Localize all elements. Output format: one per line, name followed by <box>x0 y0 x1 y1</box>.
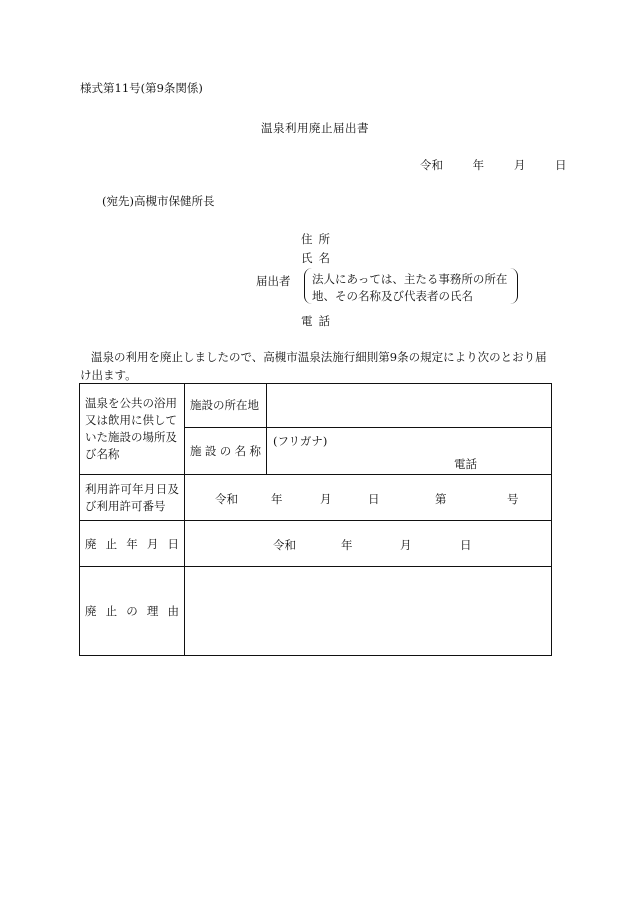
permit-number-suffix: 号 <box>507 492 519 506</box>
abolish-date-input-cell[interactable] <box>185 521 552 567</box>
abolish-date-label-cell: 廃止年月日 <box>80 521 185 567</box>
table-row <box>80 384 552 428</box>
location-input-cell[interactable] <box>267 384 552 428</box>
name-input-cell[interactable] <box>267 428 552 475</box>
corporate-note: 法人にあっては、主たる事務所の所在地、その名称及び代表者の氏名 <box>312 272 508 303</box>
addressee: (宛先)高槻市保健所長 <box>102 194 215 208</box>
permit-input-cell[interactable] <box>185 475 552 521</box>
permit-year: 年 <box>271 492 283 506</box>
facility-phone-label: 電話 <box>454 457 477 471</box>
table-row <box>80 567 552 656</box>
location-label-cell: 施設の所在地 <box>185 384 267 428</box>
notification-table <box>79 383 552 656</box>
statement-text: 温泉の利用を廃止しましたので、高槻市温泉法施行細則第9条の規定により次のとおり届け出ます。 <box>80 350 547 382</box>
abolish-month: 月 <box>400 538 412 552</box>
date-era: 令和 <box>420 158 443 172</box>
abolish-day: 日 <box>460 538 472 552</box>
phone-label: 電話 <box>301 314 336 328</box>
permit-label-cell: 利用許可年月日及び利用許可番号 <box>80 475 185 521</box>
notifier-label: 届出者 <box>256 274 291 288</box>
furigana-label: (フリガナ) <box>273 434 328 448</box>
reason-input-cell[interactable] <box>185 567 552 656</box>
facility-header-cell: 温泉を公共の浴用又は飲用に供していた施設の場所及び名称 <box>80 384 185 475</box>
date-year: 年 <box>472 158 485 172</box>
abolish-era: 令和 <box>273 538 296 552</box>
date-line <box>420 157 566 173</box>
date-day: 日 <box>554 158 567 172</box>
permit-era: 令和 <box>215 492 238 506</box>
table-row <box>80 475 552 521</box>
permit-month: 月 <box>320 492 332 506</box>
address-label: 住所 <box>301 232 336 246</box>
permit-number-prefix: 第 <box>435 492 447 506</box>
name-label-cell: 施設の名称 <box>185 428 267 475</box>
form-number: 様式第11号(第9条関係) <box>80 81 203 95</box>
date-month: 月 <box>513 158 526 172</box>
permit-day: 日 <box>368 492 380 506</box>
document-title: 温泉利用廃止届出書 <box>261 121 369 135</box>
name-label: 氏名 <box>301 251 336 265</box>
table-row <box>80 521 552 567</box>
reason-label-cell: 廃止の理由 <box>80 567 185 656</box>
abolish-year: 年 <box>341 538 353 552</box>
